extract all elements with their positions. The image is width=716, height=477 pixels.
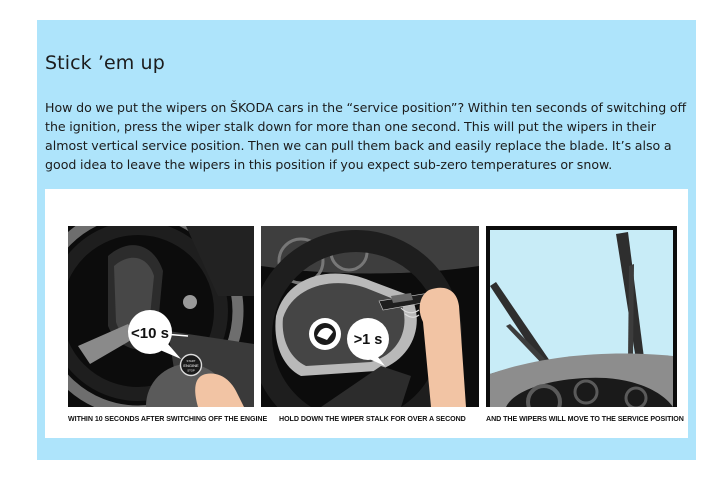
panel-service-position — [486, 226, 677, 407]
article-body: How do we put the wipers on ŠKODA cars in the “service position”? Within ten seconds of switching off the ignition, press the wiper stalk down for more than one second. This will put the wipers in their almost vertical service position. Then we can pull them back and easily replace the blade. It’s also a good idea to leave the wipers in this position if you expect sub-zero temperatures or snow. — [45, 100, 687, 172]
bubble-less-than-10s: <10 s — [131, 325, 169, 342]
button-label-start: START — [186, 359, 196, 363]
start-stop-button — [181, 355, 202, 376]
caption-step-2: HOLD DOWN THE WIPER STALK FOR OVER A SECOND — [279, 415, 466, 423]
button-label-stop: STOP — [187, 368, 195, 373]
panel-hold-stalk — [261, 226, 479, 407]
wiper-illustration — [45, 189, 688, 438]
button-label-engine: ENGINE — [183, 363, 199, 368]
caption-step-3: AND THE WIPERS WILL MOVE TO THE SERVICE POSITION — [486, 415, 684, 423]
engine-off-drawing — [68, 226, 254, 407]
caption-step-1: WITHIN 10 SECONDS AFTER SWITCHING OFF THE ENGINE — [68, 415, 268, 423]
skoda-logo-icon — [309, 318, 341, 350]
panel-engine-off — [68, 226, 254, 407]
hold-stalk-drawing — [261, 226, 479, 407]
bubble-greater-than-1s: >1 s — [353, 332, 383, 348]
article-card — [37, 20, 696, 460]
article-title: Stick ’em up — [45, 52, 165, 74]
service-position-drawing — [486, 226, 677, 407]
